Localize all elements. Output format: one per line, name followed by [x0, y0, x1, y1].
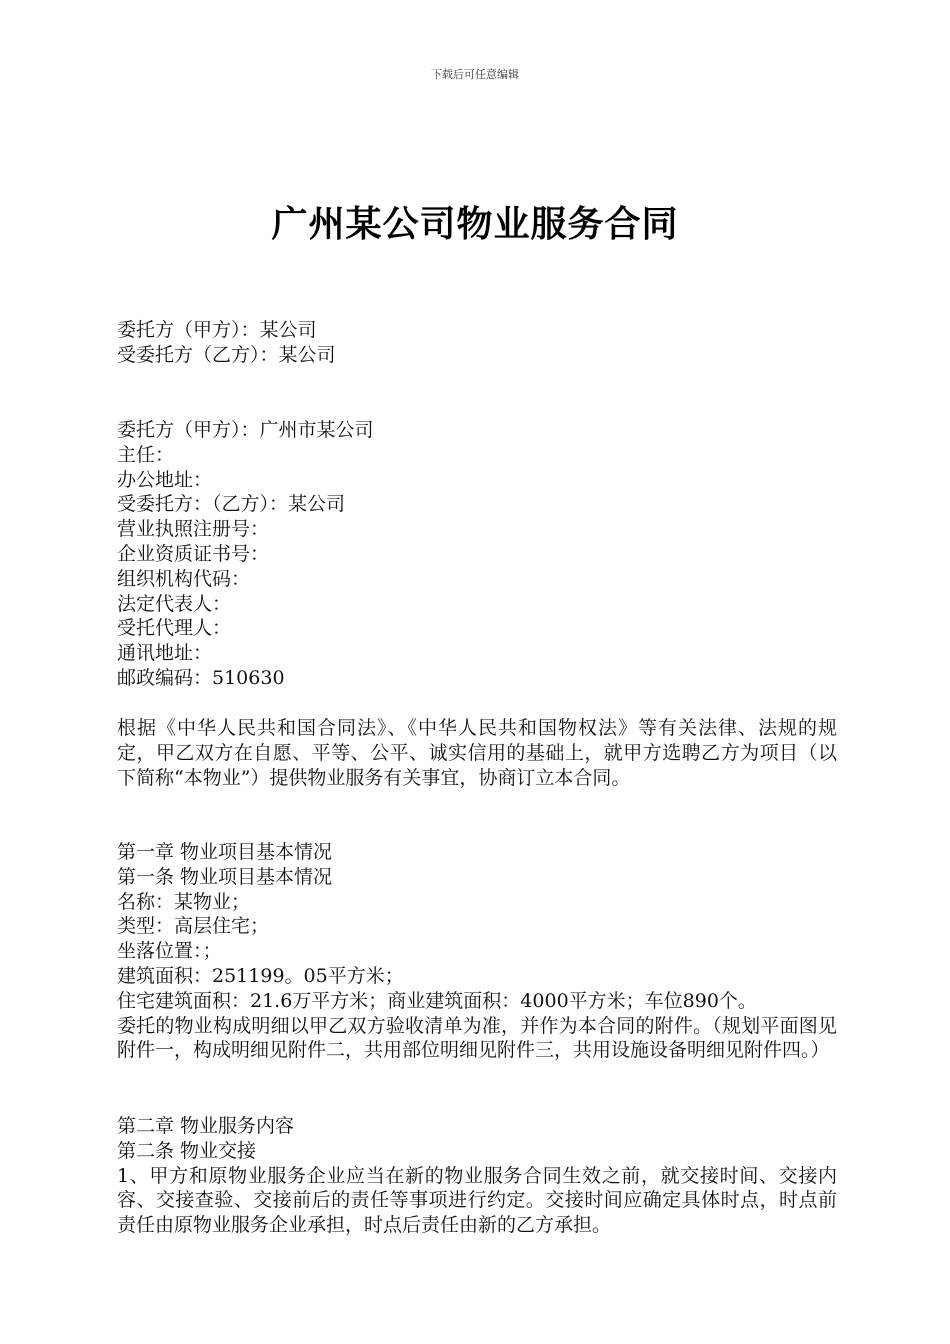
org-code-line: 组织机构代码： — [117, 567, 251, 590]
area-breakdown-line: 住宅建筑面积：21.6万平方米；商业建筑面积：4000平方米；车位890个。 — [117, 989, 757, 1012]
parties-short-section — [117, 318, 837, 368]
header-note: 下载后可任意编辑 — [431, 68, 519, 81]
property-name-line: 名称：某物业； — [117, 890, 251, 913]
article1-heading: 第一条 物业项目基本情况 — [117, 865, 333, 888]
building-area-line: 建筑面积：251199。05平方米； — [117, 964, 404, 987]
postal-code-line: 邮政编码：510630 — [117, 666, 285, 689]
chapter2-section — [117, 1114, 837, 1238]
office-address-line: 办公地址： — [117, 468, 213, 491]
agent-line: 受托代理人： — [117, 617, 232, 640]
client-name-line: 委托方（甲方）：广州市某公司 — [117, 419, 374, 441]
mailing-address-line: 通讯地址： — [117, 642, 213, 665]
business-license-line: 营业执照注册号： — [117, 518, 270, 541]
property-location-line: 坐落位置：； — [117, 940, 222, 963]
chapter1-heading: 第一章 物业项目基本情况 — [117, 841, 333, 863]
chapter2-heading: 第二章 物业服务内容 — [117, 1115, 295, 1137]
document-title: 广州某公司物业服务合同 — [271, 203, 679, 245]
handover-clause-1: 1、甲方和原物业服务企业应当在新的物业服务合同生效之前，就交接时间、交接内容、交接查验、交接前后的责任等事项进行约定。交接时间应确定具体时点，时点前责任由原物业服务企业承担，时点后责任由新的乙方承担。 — [117, 1164, 837, 1237]
parties-detail-section — [117, 418, 837, 691]
article2-heading: 第二条 物业交接 — [117, 1139, 257, 1162]
property-type-line: 类型：高层住宅； — [117, 915, 270, 938]
preamble-section — [117, 716, 837, 790]
client-party-line: 委托方（甲方）：某公司 — [117, 319, 317, 341]
property-composition-note: 委托的物业构成明细以甲乙双方验收清单为准，并作为本合同的附件。（规划平面图见附件一，构成明细见附件二，共用部位明细见附件三，共用设施设备明细见附件四。） — [117, 1014, 837, 1062]
legal-rep-line: 法定代表人： — [117, 592, 232, 615]
contractor-name-line: 受委托方：（乙方）：某公司 — [117, 493, 346, 516]
director-line: 主任： — [117, 443, 175, 466]
qualification-cert-line: 企业资质证书号： — [117, 542, 270, 565]
preamble-paragraph: 根据《中华人民共和国合同法》、《中华人民共和国物权法》等有关法律、法规的规定，甲乙双方在自愿、平等、公平、诚实信用的基础上，就甲方选聘乙方为项目（以下简称“本物业”）提供物业服务有关事宜，协商订立本合同。 — [117, 717, 837, 789]
chapter1-section — [117, 840, 837, 1063]
contractor-party-line: 受委托方（乙方）：某公司 — [117, 343, 336, 366]
